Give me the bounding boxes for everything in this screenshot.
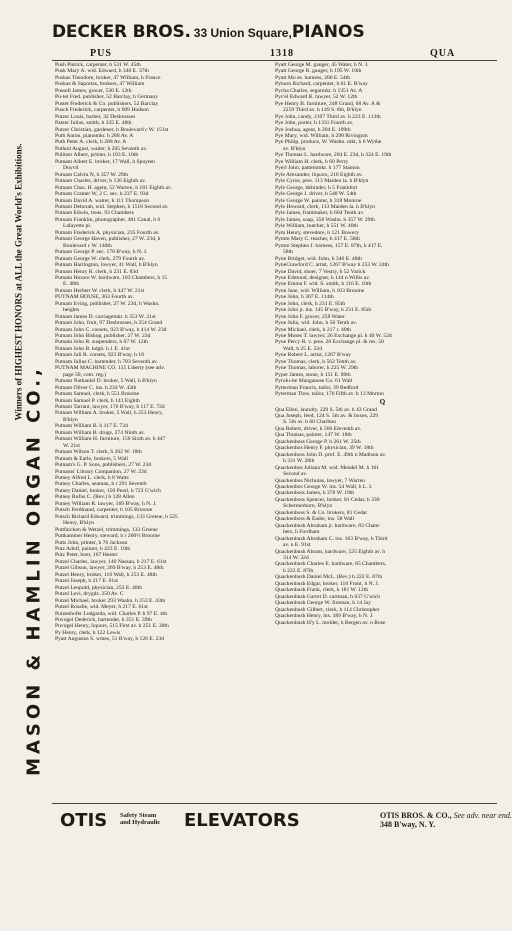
directory-entry: Qua Robert, driver, h 566 Eleventh av. <box>275 425 362 432</box>
directory-entry: Putzel Henry, broker, 116 Wall, h 253 E. 48th <box>55 571 157 578</box>
directory-entry: Pyne Jane, wid. William, h 103 Broome <box>275 287 365 294</box>
directory-entry: Putzel Leopold, physician, 253 E. 48th <box>55 584 143 591</box>
directory-entry: Schermerhorn, B'klyn <box>283 503 333 510</box>
directory-entry: Quackenbush H'y L. molder, h Bergen av. n Rose <box>275 619 386 626</box>
directory-entry: h 222 E. 87th <box>283 567 314 574</box>
right-column-p-entries <box>275 62 490 398</box>
directory-entry: Patzer Julius, smith, h 335 E. 48th <box>55 120 132 127</box>
directory-entry: Pyne Thomas, clerk, h 562 Tenth av. <box>275 358 357 365</box>
left-column <box>55 62 270 643</box>
directory-entry: Pye Thomas L. hardware, 204 E. 23d, h 324 E. 19th <box>275 152 392 159</box>
directory-entry: Putsch Richard Edward, trimmings, 133 Greene, h 525 <box>55 513 178 520</box>
directory-entry: h 331 W. 28th <box>283 458 315 465</box>
directory-entry: Putnam Horace W. hardware, 103 Chambers, h 15 <box>55 274 168 281</box>
directory-entry: Pym Henry, stevedore, h 121 Bowery <box>275 229 359 236</box>
directory-entry: Pyle Alexander, liquors, 216 Eighth av. <box>275 171 363 178</box>
directory-entry: Quackenbos Juliana M. wid. Mendel M. h 161 <box>275 464 380 471</box>
directory-entry: Putnam James D. carriagemkr. h 353 W. 21st <box>55 313 156 320</box>
directory-entry: Pyatt Augustus S. wines, 51 B'way, h 120 E. 23d <box>55 636 164 643</box>
directory-entry: Putnam Harrington, lawyer, 41 Wall, h B'klyn <box>55 262 158 269</box>
directory-entry: Quackenboss & Eadie, ins. 58 Wall <box>275 516 355 523</box>
directory-entry: av. n E. 91st <box>283 542 311 549</box>
directory-entry: Pyatt George M. ganger, 45 Water, h N. J. <box>275 62 369 68</box>
directory-entry: Henry, B'klyn <box>63 520 95 527</box>
directory-entry: PUTNAM MACHINE CO. 115 Liberty (see adv. <box>55 365 166 372</box>
directory-entry: Quackenbos George W. ins. 54 Wall, h L. I. <box>275 484 373 490</box>
directory-entry: Putnam William B. h 117 E. 72d <box>55 423 128 430</box>
directory-entry: Putzel Rosalie, wid. Meyer, h 217 E. 61st <box>55 604 148 611</box>
directory-entry: Puvogel Dederick, bartender, h 351 E. 39th <box>55 616 152 623</box>
directory-entry: Quackenbush Henry, ins. 189 B'way, h N. J. <box>275 613 374 620</box>
directory-entry: Putnam Cramer W, 2 C. sec. h 237 E. 93d <box>55 191 149 198</box>
directory-entry: Putzenhofer Ludgarda, wid. Charles P. h 97 E. 4th <box>55 610 168 617</box>
directory-entry: S. 5th av. h 60 Charlton <box>283 419 336 426</box>
directory-entry: Pyle George W. painter, h 318 Monroe <box>275 197 362 204</box>
directory-entry: bers, h Fordham <box>283 529 320 536</box>
sidebar-ad-tagline: Winners of HIGHEST HONORS at ALL the Great World's Exhibitions. <box>13 143 24 421</box>
directory-entry: Pyle George J. driver, h 548 W. 54th <box>275 191 357 198</box>
directory-entry: Puth Anton, pianomkr. h 288 Av. A <box>55 132 134 139</box>
footer-tagline-2: and Hydraulic <box>120 819 161 826</box>
header-address: 33 Union Square, <box>193 26 292 40</box>
directory-entry: Pusch Frederick, carpenter, h 609 Hudson <box>55 107 149 114</box>
directory-entry: Lafayette pl. <box>63 223 92 230</box>
directory-entry: Putnam Frederick A. physician, 235 Fourth av. <box>55 229 160 236</box>
footer-ad <box>60 806 512 836</box>
directory-entry: Pyle James, soap, 350 Washn. h 357 W. 29th <box>275 216 375 223</box>
directory-entry: Pye John, candy, 2107 Third av. h 223 E. 113th <box>275 113 381 120</box>
directory-entry: Quackenboss S. & Co. brokers, 81 Cedar <box>275 509 368 516</box>
header-brand: DECKER BROS. <box>52 22 191 42</box>
directory-entry: Putnam Deborah, wid. Stephen, h 1518 Second av. <box>55 203 169 210</box>
directory-entry: Pyterman Thos. tailor, 176 Fifth av. h 13 Morton <box>275 391 384 398</box>
directory-entry: Putnam Herbert W. clerk, h 447 W. 21st <box>55 287 145 294</box>
directory-entry: Pyerl John, patternmkr. h 177 Stanton <box>275 165 360 172</box>
directory-entry: Puskas Theodore, broker, 47 William, h France <box>55 74 161 81</box>
directory-entry: Push Patrick, carpenter, h 531 W. 45th <box>55 62 141 68</box>
directory-entry: Boulevard c W. 140th <box>63 242 112 249</box>
directory-entry: Second av. <box>283 471 308 478</box>
directory-entry: Pye Joshua, agent, h 204 E. 109th <box>275 126 351 133</box>
directory-entry: Pyrolu-lte Manganese Co. 61 Wall <box>275 378 353 385</box>
directory-entry: B'klyn <box>63 416 78 423</box>
directory-entry: Putnam Chas. H. agent, 52 Warren, h 181 Eighth av. <box>55 184 172 191</box>
footer-note: See adv. near end. <box>453 811 512 820</box>
directory-entry: Pustet Frederick & Co. publishers, 52 Barclay <box>55 100 159 107</box>
directory-entry: Pyper James, stone, h 151 E. 89th <box>275 371 351 378</box>
directory-entry: Putnam Wilson T. clerk, h 262 W. 18th <box>55 449 142 456</box>
directory-entry: Puthod August, waiter, h 205 Seventh av. <box>55 145 148 152</box>
directory-entry: Putts John, printer, h 76 Jackson <box>55 539 128 546</box>
directory-entry: heights <box>63 307 80 314</box>
directory-entry: Putnam Samuel, clerk, h 551 Broome <box>55 391 140 398</box>
header-rule <box>52 60 497 61</box>
directory-entry: Puth Peter A. clerk, h 288 Av. A <box>55 139 127 146</box>
directory-entry: Pusk Mary A. wid. Edward, h 340 E. 37th <box>55 68 149 75</box>
directory-entry: Pyne Percy R. v. pres. 26 Exchange pl. & res. 50 <box>275 339 384 346</box>
directory-entry: Pyne Moses T. lawyer, 26 Exchange pl. h 40 W. 52d <box>275 333 392 340</box>
directory-entry: Putnam Charles, driver, h 136 Eighth av. <box>55 178 146 185</box>
directory-entry: Pye John, porter, h 1331 Fourth av. <box>275 120 354 127</box>
directory-entry: Pyne Bridget, wid. John, h 346 E. 48th <box>275 255 362 262</box>
page-number: 1318 <box>270 48 294 59</box>
directory-entry: Putnam George P. sec. 170 B'way, h N. J. <box>55 249 148 256</box>
directory-entry: Putsch Ferdinand, carpenter, h 105 Broome <box>55 507 153 514</box>
directory-entry: Pyne Edmund, designer, h 144 n Willis av. <box>275 274 371 281</box>
directory-entry: Pussell James, grocer, 530 E. 12th <box>55 87 132 94</box>
directory-entry: Puttfarcken & Wetzel, trimmings, 133 Greene <box>55 526 158 533</box>
directory-entry: Putnam Nathaniel D. broker, 5 Wall, h B'klyn <box>55 378 157 385</box>
directory-entry: Pyne John, clerk, h 231 E. 85th <box>275 300 346 307</box>
directory-entry: Putnam Franklin, photographer, 481 Canal, h 6 <box>55 216 161 223</box>
footer-company-1: OTIS BROS. & CO., <box>380 811 452 820</box>
directory-entry: Putnam George Haven, publisher, 27 W. 23d, h <box>55 236 161 243</box>
directory-entry: Putnam Julius C. bartender, h 783 Seventh av. <box>55 358 158 365</box>
directory-entry: Putnam Tarrant, lawyer, 176 B'way, h 117 E. 72d <box>55 404 165 411</box>
running-head-left: PUS <box>90 48 112 59</box>
directory-entry: Quackenboss Spencer, broker, 81 Cedar, h 330 <box>275 496 380 503</box>
directory-entry: PUTNAM HOUSE, 363 Fourth av. <box>55 294 134 301</box>
directory-entry: Quackenboss James, h 378 W. 19th <box>275 490 355 497</box>
directory-entry: 314 W. 32d <box>283 554 309 561</box>
directory-entry: Putzel Joseph, h 217 E. 61st <box>55 578 118 585</box>
directory-entry: PyneCrawford C. artist, 1267 B'way h 253 W. 24th <box>275 262 389 269</box>
directory-entry: Pyne Michael, clerk, h 217 r. 40th <box>275 326 351 333</box>
directory-entry: Putnam David A. waiter, h 111 Thompson <box>55 197 150 204</box>
directory-entry: Putney William R. lawyer, 169 B'way, h N. J. <box>55 500 157 507</box>
right-column <box>275 62 490 626</box>
directory-entry: Putnam John Bishop, publisher, 27 W. 23d <box>55 333 151 340</box>
running-head-right: QUA <box>430 48 456 59</box>
directory-entry: Quackenbush Garret D. cartman, h 637 G'wich <box>275 593 381 600</box>
directory-entry: Putzer Louis, barber, 32 Desbrosses <box>55 113 136 120</box>
directory-entry: Quackenbush Charles E. hardware, 85 Chambers, <box>275 561 387 568</box>
directory-entry: Putnams' Library Companion, 27 W. 23d <box>55 468 147 475</box>
directory-entry: Putzel Charles, lawyer, 140 Nassau, h 217 E. 61st <box>55 558 167 565</box>
directory-entry: E. 48th <box>63 281 80 288</box>
directory-entry: Putney Daniel, broker, 158 Pearl, h 723 G'wich <box>55 487 161 494</box>
directory-entry: Pyatt Mo es. harness, 200 E. 54th <box>275 74 351 81</box>
header-pianos: PIANOS <box>291 22 365 42</box>
directory-entry: Quackenbush George W. fireman, h 14 Jay <box>275 600 371 607</box>
directory-entry: Putnam John C. corsets, 923 B'way, h 414 W. 23d <box>55 326 167 333</box>
directory-entry: Putnam William A. broker, 5 Wall, h 253 Henry, <box>55 410 163 417</box>
footer-otis: OTIS <box>60 810 108 831</box>
sidebar-ad-company: MASON & HAMLIN ORGAN CO., <box>23 365 45 776</box>
right-column-q-entries <box>275 407 490 626</box>
directory-entry: 2259 Third av. h 149 S. 8th, B'klyn <box>283 107 362 114</box>
directory-entry: Pye Mary, wid. William, h 298 Rivington <box>275 132 368 139</box>
directory-entry: Putzel Levi, drygds. 250 Av. C <box>55 591 124 598</box>
directory-entry: Putnam Irving, publisher, 27 W. 23d, h Washn. <box>55 300 160 307</box>
directory-entry: Pyne John F. grocer, 258 Water <box>275 313 345 320</box>
directory-entry: Puttkammer Henry, steward, h r 260½ Broome <box>55 533 160 540</box>
directory-entry: Putnam Oliver C. ins. h 234 W. 43th <box>55 384 137 391</box>
footer-tagline <box>120 812 160 826</box>
directory-entry: Quackenbos Nicholas, lawyer, 7 Warren <box>275 477 365 484</box>
directory-entry: Pyle James, frammaker, h 604 Tenth av. <box>275 210 365 217</box>
directory-entry: Putnam John R. suspenders, h 67 W. 12th <box>55 339 148 346</box>
directory-entry: Quackenbos Henry F. physician, 39 W. 18th <box>275 445 374 452</box>
directory-entry: Putzel Gibson, lawyer, 269 B'way, h 253 E. 48th <box>55 565 164 572</box>
directory-entry: Putnam Edwin, treas. 93 Chambers <box>55 210 134 217</box>
directory-entry: Quackenboss George P. h 261 W. 25th <box>275 438 361 445</box>
directory-entry: Pyne David, shoer, 7 Vestry, h 52 Varick <box>275 268 366 275</box>
directory-entry: Pulitzer Albert, printer, h 103 E. 10th <box>55 152 139 159</box>
directory-entry: Wall, h 25 E. 22d <box>283 345 323 352</box>
directory-entry: Pymm Mary C. teacher, h 417 E. 58th <box>275 236 360 243</box>
directory-entry: Puskas & Saportas, brokers, 47 William <box>55 81 145 88</box>
directory-entry: Pyne John, h 307 E. 114th <box>275 294 334 301</box>
directory-entry: Duyvil <box>63 165 79 172</box>
directory-entry: Putney Rufus C. (Rev.) h 128 Allen <box>55 494 135 501</box>
directory-entry: Pyatt George R. gauger, h 195 W. 10th <box>275 68 362 75</box>
directory-entry: Putney Alfred L. clerk, h 8 Watts <box>55 475 129 481</box>
directory-entry: Pye William H. clerk, h 60 Perry <box>275 158 349 165</box>
directory-entry: Quackenboss John D. prof. E. 49th n Madison av. <box>275 451 387 458</box>
directory-entry: Pymm Stephen J. harness, 157 E. 87th, h 417 E. <box>275 242 383 249</box>
directory-entry: Pyle George, bkbinder, h 5 Frankfort <box>275 184 358 191</box>
directory-entry: Pyle Howard, clerk, 113 Maiden la. h B'klyn <box>275 203 375 210</box>
directory-entry: Pye Philip, produce, W. Washn. mkt, h 6 Wythe <box>275 139 382 146</box>
directory-entry: Putnam Albert E. broker, 17 Wall, h Spuyten <box>55 158 155 165</box>
directory-entry: Quackenbush Abraham jr. hardware, 83 Cham- <box>275 522 381 529</box>
directory-entry: Pu-tet Fred. publisher, 52 Barclay, h Germany <box>55 94 159 101</box>
directory-entry: Putz Adolf, painter, h 423 E. 10th <box>55 545 131 552</box>
directory-entry: Putnam Samuel P. clerk, h 141 Eighth <box>55 397 140 404</box>
directory-entry: Pyne Thomas, laborer, h 225 W. 29th <box>275 365 359 372</box>
section-letter: Q <box>379 397 386 406</box>
sidebar-ad <box>4 60 48 800</box>
directory-entry: Qua Joseph, feed, 124 S. 5th av. & boxes, 229 <box>275 413 379 420</box>
directory-entry: Quackenbush Abram, hardware, 525 Eighth av. h <box>275 548 386 555</box>
directory-entry: Qua Ellen, laundry, 229 S. 5th av. h 43 Grand <box>275 406 377 413</box>
directory-entry: Pyne Emma F. wid. S. smith, h 116 E. 10th <box>275 281 372 288</box>
footer-elevators: ELEVATORS <box>184 810 300 831</box>
directory-entry: Putnam William B. drugs, 274 Ninth av. <box>55 429 145 436</box>
directory-entry: Putnam John, fruit, 97 Desbrosses, h 254 Grand <box>55 320 163 327</box>
directory-entry: Pyle Cyrus, pres. 113 Maiden la. h B'klyn <box>275 178 369 185</box>
directory-entry: Putnam William H. furniture, 156 Sixth av. h 447 <box>55 436 166 443</box>
directory-entry: Pyne John jr. ins. 145 B'way, h 231 E. 85th <box>275 307 372 314</box>
directory-entry: Putnam's G. P. Sons, publishers, 27 W. 23d <box>55 462 152 469</box>
directory-entry: Putnam Henry R. clerk, h 231 E. 83d <box>55 268 138 275</box>
footer-company <box>380 811 512 829</box>
directory-entry: Putnam & Earle, brokers, 5 Wall <box>55 455 128 462</box>
directory-entry: Putzer Christian, gardener, h Boulevard c W. 151st <box>55 126 169 133</box>
directory-entry: Quackenbush Frank, clerk, h 181 W. 12th <box>275 587 369 594</box>
directory-entry: page 50, com. reg.) <box>63 371 107 378</box>
directory-entry: Puvogel Henry, liquors, 515 First av. h 251 E. 30th <box>55 623 169 630</box>
directory-entry: Py Henry, clerk, h 122 Lewis <box>55 629 121 636</box>
directory-entry: Pye Henry B. furniture, 248 Grand, 68 Av. A & <box>275 100 381 107</box>
directory-entry: Pyle William, butcher, h 551 W. 40th <box>275 223 358 230</box>
directory-entry: Putnam John B. kdgh. h 1 E. 41st <box>55 345 130 352</box>
footer-rule <box>52 803 497 804</box>
directory-entry: Quackenbush Daniel McL. (Rev.) h 222 E. 87th <box>275 574 383 581</box>
directory-entry: Pycha Charles, segarmkr. h 1351 Av. A <box>275 87 363 94</box>
directory-entry: 58th <box>283 249 293 256</box>
directory-entry: Putnam Juli R. corsets, 923 B'way, h 18 <box>55 352 144 359</box>
page-header-ad <box>52 22 497 44</box>
footer-tagline-1: Safety Steam <box>120 812 157 819</box>
directory-entry: av. B'klyn <box>283 145 306 152</box>
directory-entry: Putz Peter, boer, 167 Hester <box>55 552 118 559</box>
directory-entry: Quackenbush Gilbert, clerk, h 114 Christopher <box>275 606 380 613</box>
directory-entry: Putnam Calvin N, h 357 W. 29th <box>55 171 129 178</box>
directory-entry: Quackenbush Edgar, broker, 110 Front, h N. J. <box>275 580 380 587</box>
directory-entry: Quackenbush Abraham C. ins. 163 B'way, h Third <box>275 535 388 542</box>
directory-entry: Putney Charles, seaman, h r 291 Seventh <box>55 481 147 488</box>
directory-entry: W. 21st <box>63 442 80 449</box>
directory-entry: Putzel Michael, broker 293 Washn. h 253 E. 43th <box>55 597 166 604</box>
directory-entry: Pyne Julia, wid. John, h 56 Tenth av. <box>275 320 357 327</box>
footer-company-2: 348 B'way, N. Y. <box>380 820 436 829</box>
directory-entry: Pyburn Richard, carpenter, h 61 E. B'way <box>275 81 368 88</box>
directory-entry: Qua Thomas, painter, 147 W. 18th <box>275 432 352 439</box>
directory-entry: Pytterman Francis, tailor, 39 Bedford <box>275 384 359 391</box>
directory-entry: Pyc'el Edward R. lawyer, 52 W. 12th <box>275 94 358 101</box>
directory-entry: Pyne Robert L. artist, 1267 B'way <box>275 352 352 359</box>
directory-entry: Putnam George W. clerk, 279 Fourth av. <box>55 255 146 262</box>
